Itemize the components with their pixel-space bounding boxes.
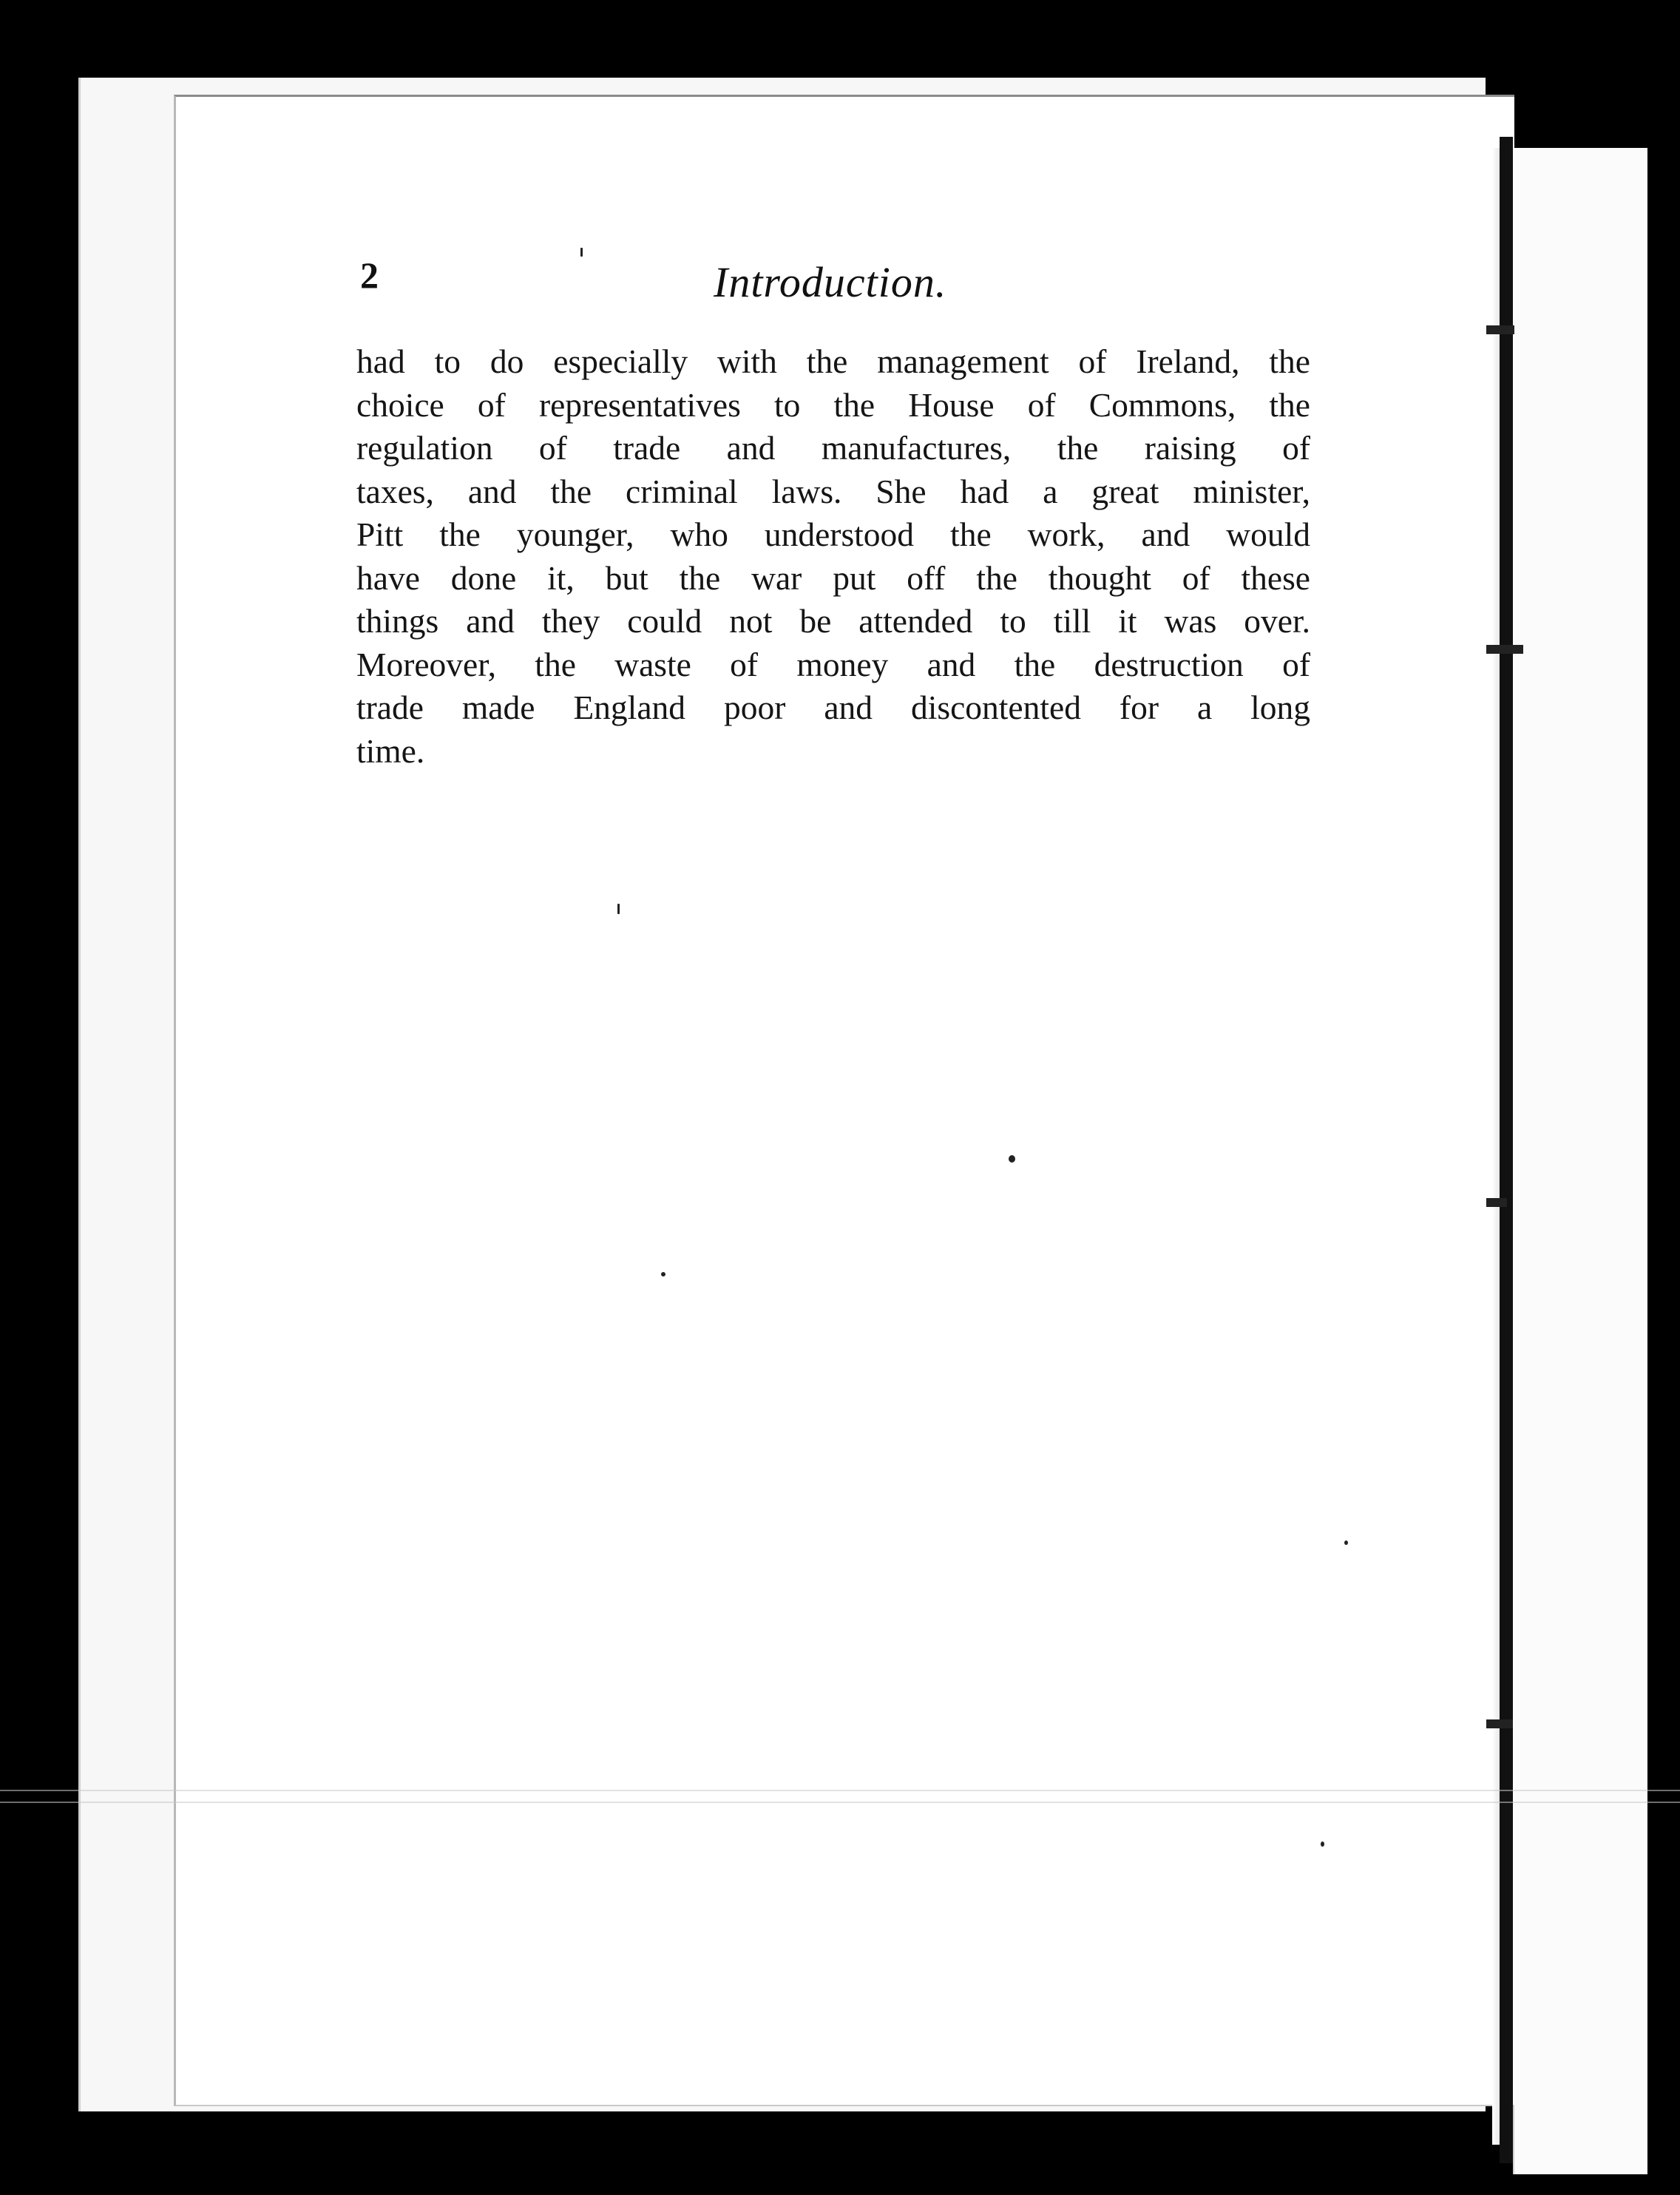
text-line: time. — [356, 731, 425, 770]
text-line: Pitt the younger, who understood the work, and would — [356, 515, 1310, 553]
text-line: had to do especially with the management of Ireland, the — [356, 342, 1310, 380]
text-line: trade made England poor and discontented for a long — [356, 689, 1310, 726]
dust-speck — [1009, 1155, 1015, 1163]
body-paragraph — [356, 340, 1310, 773]
facing-page-edge — [1513, 148, 1647, 2174]
text-line: taxes, and the criminal laws. She had a great minister, — [356, 472, 1310, 510]
scan-artifact-line — [0, 1802, 1680, 1803]
dust-speck — [1344, 1540, 1348, 1545]
text-line: have done it, but the war put off the thought of these — [356, 558, 1310, 597]
text-line: things and they could not be attended to till it was over. — [356, 602, 1310, 640]
scan-artifact-line — [0, 1790, 1680, 1791]
book-spine — [1500, 137, 1513, 2163]
dust-speck — [1321, 1841, 1324, 1847]
dust-speck — [617, 904, 620, 914]
binding-stitch — [1486, 325, 1514, 334]
text-line: choice of representatives to the House of Commons, the — [356, 385, 1310, 424]
dust-speck — [580, 248, 583, 257]
page-edge-shadow — [1492, 148, 1500, 2145]
binding-stitch — [1486, 1719, 1513, 1728]
running-head: Introduction. — [714, 258, 947, 306]
text-line: regulation of trade and manufactures, the raising of — [356, 429, 1310, 467]
dust-speck — [661, 1272, 665, 1276]
binding-stitch — [1486, 1198, 1507, 1207]
binding-stitch — [1486, 645, 1523, 654]
page-number: 2 — [360, 254, 379, 296]
text-line: Moreover, the waste of money and the destruction of — [356, 645, 1310, 683]
